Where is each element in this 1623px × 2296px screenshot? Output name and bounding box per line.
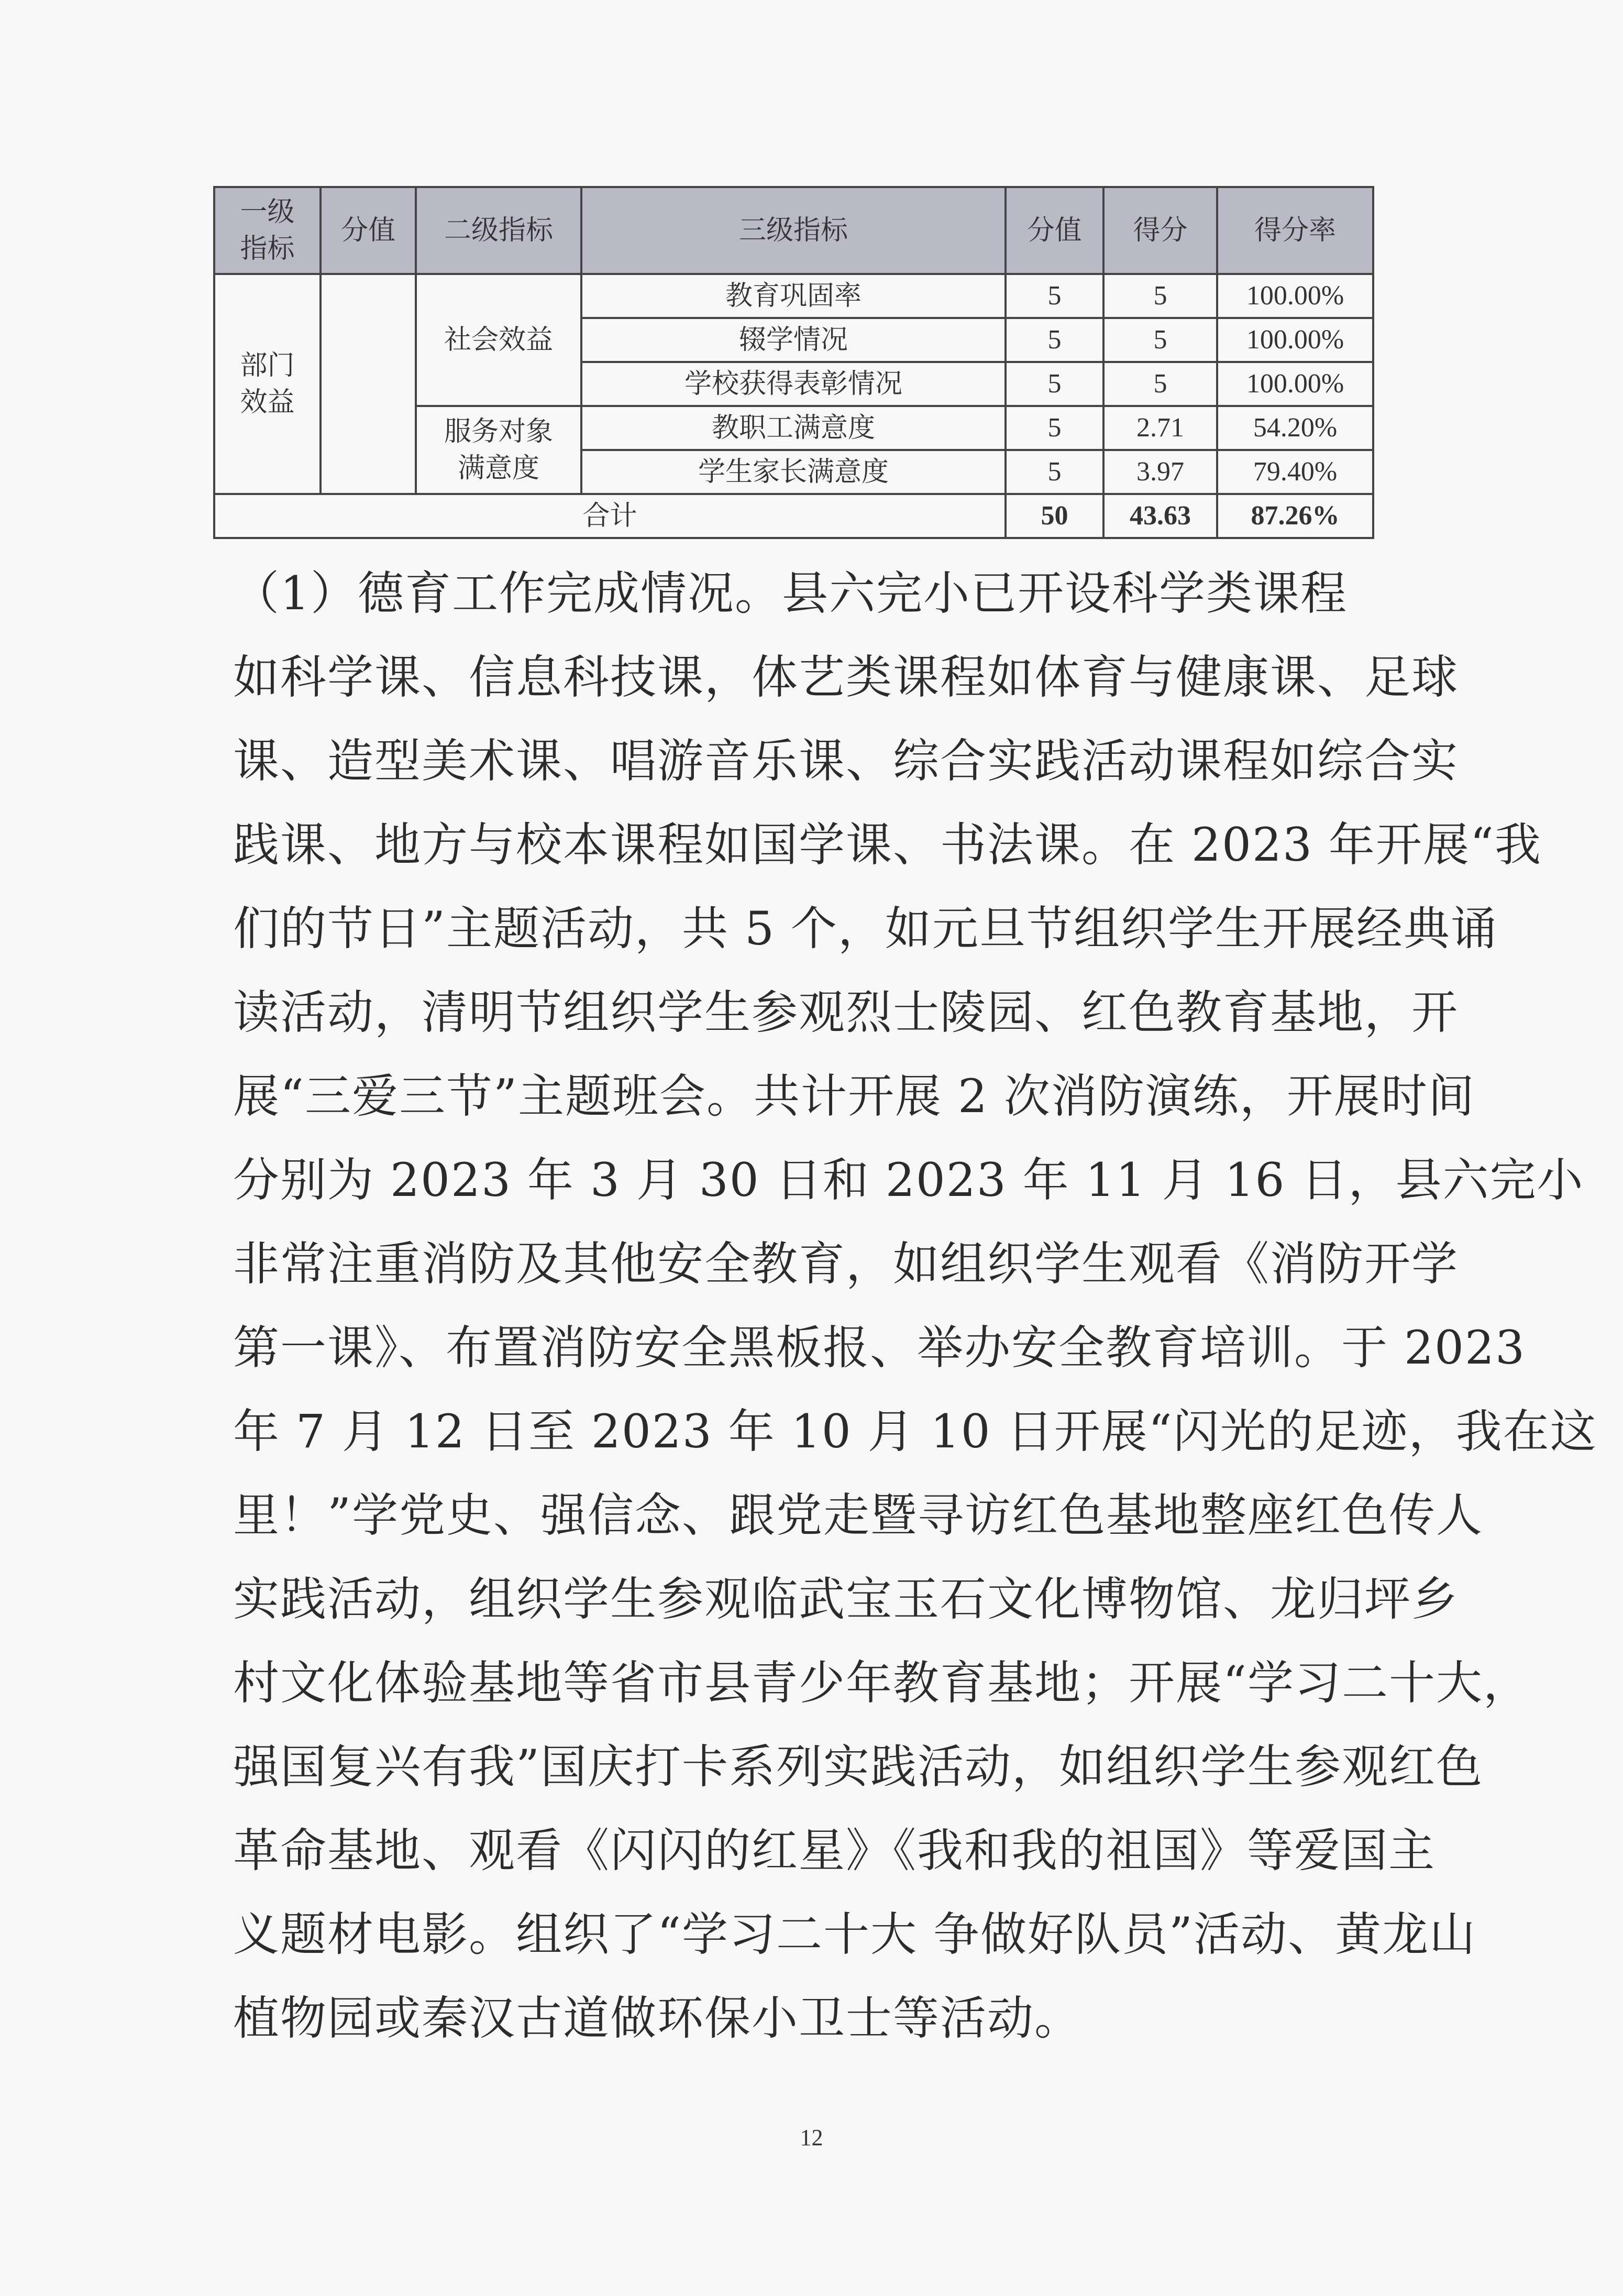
paragraph-line: 义题材电影。组织了“学习二十大 争做好队员”活动、黄龙山 <box>233 1907 1476 1961</box>
score-cell: 2.71 <box>1103 406 1217 450</box>
paragraph-line: 们的节日”主题活动，共 5 个，如元旦节组织学生开展经典诵 <box>233 902 1498 955</box>
paragraph-line: 课、造型美术课、唱游音乐课、综合实践活动课程如综合实 <box>233 734 1459 788</box>
paragraph-line: 非常注重消防及其他安全教育，如组织学生观看《消防开学 <box>233 1237 1459 1291</box>
table-header-row <box>214 187 1373 274</box>
paragraph-line: 践课、地方与校本课程如国学课、书法课。在 2023 年开展“我 <box>233 818 1542 872</box>
header-level1: 一级 指标 <box>214 187 321 274</box>
header-weight: 分值 <box>321 187 416 274</box>
value-cell: 5 <box>1006 450 1103 494</box>
paragraph-line: 强国复兴有我”国庆打卡系列实践活动，如组织学生参观红色 <box>233 1740 1483 1794</box>
header-value: 分值 <box>1006 187 1103 274</box>
paragraph-line: （1）德育工作完成情况。县六完小已开设科学类课程 <box>233 566 1348 620</box>
score-cell: 3.97 <box>1103 450 1217 494</box>
value-cell: 5 <box>1006 274 1103 318</box>
level1-cell: 部门 效益 <box>214 274 321 494</box>
rate-cell: 54.20% <box>1217 406 1373 450</box>
header-level2: 二级指标 <box>416 187 581 274</box>
paragraph-line: 实践活动，组织学生参观临武宝玉石文化博物馆、龙归坪乡 <box>233 1572 1459 1626</box>
performance-score-table <box>213 186 1374 539</box>
header-rate: 得分率 <box>1217 187 1373 274</box>
paragraph-line: 第一课》、布置消防安全黑板报、举办安全教育培训。于 2023 <box>233 1321 1526 1375</box>
rate-cell: 100.00% <box>1217 318 1373 362</box>
value-cell: 5 <box>1006 318 1103 362</box>
rate-cell: 100.00% <box>1217 362 1373 406</box>
level3-cell: 辍学情况 <box>581 318 1006 362</box>
level3-cell: 学校获得表彰情况 <box>581 362 1006 406</box>
moral-education-paragraph <box>233 552 1597 2060</box>
paragraph-line: 展“三爱三节”主题班会。共计开展 2 次消防演练，开展时间 <box>233 1069 1475 1123</box>
score-cell: 5 <box>1103 318 1217 362</box>
rate-cell: 79.40% <box>1217 450 1373 494</box>
header-level3: 三级指标 <box>581 187 1006 274</box>
level2-cell: 社会效益 <box>416 274 581 406</box>
level2-cell: 服务对象 满意度 <box>416 406 581 494</box>
paragraph-line: 革命基地、观看《闪闪的红星》《我和我的祖国》等爱国主 <box>233 1823 1436 1877</box>
level3-cell: 教职工满意度 <box>581 406 1006 450</box>
page-number: 12 <box>800 2125 823 2150</box>
paragraph-line: 如科学课、信息科技课，体艺类课程如体育与健康课、足球 <box>233 650 1459 704</box>
total-score-cell: 43.63 <box>1103 494 1217 538</box>
paragraph-line: 读活动，清明节组织学生参观烈士陵园、红色教育基地，开 <box>233 985 1459 1039</box>
level1-weight-cell <box>321 274 416 494</box>
level3-cell: 教育巩固率 <box>581 274 1006 318</box>
paragraph-line: 里！”学党史、强信念、跟党走暨寻访红色基地整座红色传人 <box>233 1488 1483 1542</box>
total-label-cell: 合计 <box>214 494 1006 538</box>
paragraph-line: 植物园或秦汉古道做环保小卫士等活动。 <box>233 1991 1082 2045</box>
table-row <box>214 274 1373 318</box>
total-rate-cell: 87.26% <box>1217 494 1373 538</box>
paragraph-line: 村文化体验基地等省市县青少年教育基地；开展“学习二十大， <box>233 1656 1530 1710</box>
score-cell: 5 <box>1103 274 1217 318</box>
header-score: 得分 <box>1103 187 1217 274</box>
rate-cell: 100.00% <box>1217 274 1373 318</box>
total-value-cell: 50 <box>1006 494 1103 538</box>
value-cell: 5 <box>1006 362 1103 406</box>
paragraph-line: 年 7 月 12 日至 2023 年 10 月 10 日开展“闪光的足迹，我在这 <box>233 1404 1597 1458</box>
paragraph-line: 分别为 2023 年 3 月 30 日和 2023 年 11 月 16 日，县六完小 <box>233 1153 1584 1207</box>
table-total-row <box>214 494 1373 538</box>
level3-cell: 学生家长满意度 <box>581 450 1006 494</box>
score-cell: 5 <box>1103 362 1217 406</box>
value-cell: 5 <box>1006 406 1103 450</box>
